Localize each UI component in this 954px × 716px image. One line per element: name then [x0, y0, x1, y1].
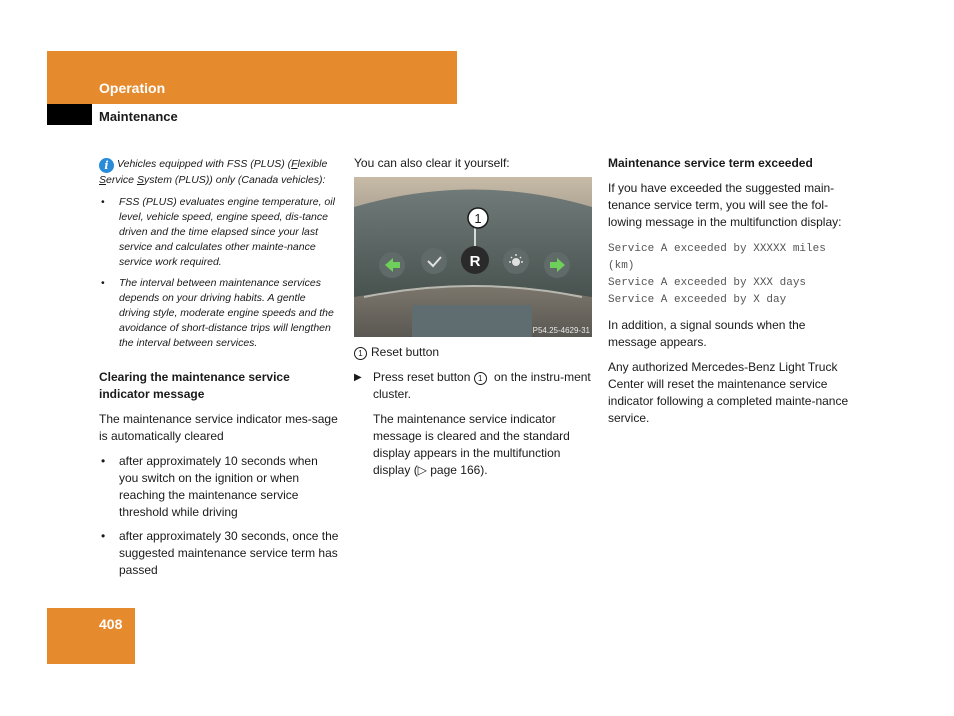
- page-number: 408: [99, 616, 123, 632]
- step-text: on the instru-ment cluster.: [373, 370, 591, 401]
- note-text: S: [99, 174, 107, 186]
- caption-number: 1: [354, 347, 367, 360]
- callout-number: 1: [474, 211, 482, 226]
- subsection-marker: [47, 104, 92, 125]
- list-item: • after approximately 10 seconds when you switch on the ignition or when reaching the maintenance service threshold while driving: [99, 453, 339, 521]
- column-right: [608, 155, 850, 427]
- note-text: Vehicles equipped with FSS (PLUS) (: [117, 158, 292, 170]
- instruction-step: [354, 369, 592, 403]
- triangle-arrow-icon: ▶: [354, 372, 362, 383]
- column-left: [99, 157, 339, 586]
- header-bar: [47, 51, 457, 104]
- display-messages: [608, 241, 850, 309]
- note-text: F: [291, 158, 298, 170]
- signal-text: In addition, a signal sounds when the message appears.: [608, 318, 806, 349]
- clearing-heading: Clearing the maintenance service indicator message: [99, 370, 290, 401]
- photo-code: P54.25-4629-31: [532, 326, 590, 335]
- step-text: Press reset button: [373, 370, 474, 384]
- instrument-cluster-illustration: [354, 177, 592, 337]
- exceeded-heading: Maintenance service term exceeded: [608, 156, 813, 170]
- instrument-cluster-photo: [354, 177, 592, 337]
- subsection-title: Maintenance: [99, 109, 178, 124]
- note-item: • FSS (PLUS) evaluates engine temperature, oil level, vehicle speed, engine speed, dis-tance driven and the time elapsed since your last service and calculates other mainte-nance service work required.: [99, 195, 339, 270]
- column-middle: [354, 155, 592, 479]
- section-title: Operation: [99, 80, 166, 96]
- note-text: ervice: [106, 174, 137, 186]
- self-clear-intro: You can also clear it yourself:: [354, 156, 510, 170]
- authorized-text: Any authorized Mercedes-Benz Light Truck Center will reset the maintenance service indicator following a completed mainte-nance service.: [608, 360, 849, 425]
- reset-button-label: R: [469, 253, 481, 270]
- auto-clear-list: [99, 453, 339, 579]
- note-list: [99, 195, 339, 351]
- display-message: Service A exceeded by XXXXX miles (km): [608, 243, 826, 272]
- display-message: Service A exceeded by XXX days: [608, 277, 807, 289]
- display-message: Service A exceeded by X day: [608, 294, 787, 306]
- step-result: The maintenance service indicator message is cleared and the standard display appears in the multifunction display (▷ page 166).: [373, 412, 570, 477]
- auto-clear-text: The maintenance service indicator mes-sage is automatically cleared: [99, 412, 338, 443]
- note-item: • The interval between maintenance services depends on your driving habits. A gentle driving style, moderate engine speeds and the avoidance of short-distance trips will lengthen the interval between services.: [99, 276, 339, 351]
- info-note: [99, 157, 339, 188]
- photo-caption: [354, 344, 592, 361]
- note-text: ystem (PLUS)) only (Canada vehicles):: [143, 174, 326, 186]
- caption-text: Reset button: [371, 345, 440, 359]
- note-text: lexible: [297, 158, 328, 170]
- exceeded-intro: If you have exceeded the suggested main-tenance service term, you will see the fol-lowing message in the multifunction display:: [608, 181, 842, 229]
- info-icon: i: [99, 158, 114, 173]
- list-item: • after approximately 30 seconds, once the suggested maintenance service term has passed: [99, 528, 339, 579]
- step-number: 1: [474, 372, 487, 385]
- note-text: S: [136, 174, 144, 186]
